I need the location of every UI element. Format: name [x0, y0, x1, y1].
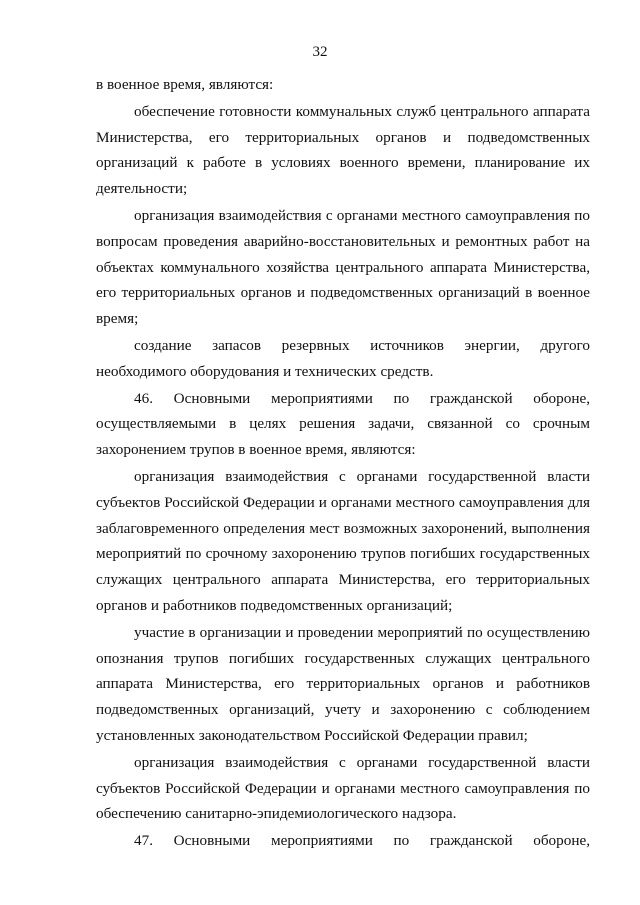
- paragraph-burial-sites-cooperation: организация взаимодействия с органами государственной власти субъектов Российской Федерации и органами местного самоуправления для заблаговременного определения мест возможных захоронений, выполнения мероприятий по срочному захоронению трупов погибших государственных служащих центрального аппарата Министерства, его территориальных органов и работников подведомственных организаций;: [96, 467, 590, 614]
- paragraph-utility-services-readiness: обеспечение готовности коммунальных служб центрального аппарата Министерства, его территориальных органов и подведомственных организаций к работе в условиях военного времени, планирование их деятельности;: [96, 102, 590, 198]
- paragraph-energy-reserves: создание запасов резервных источников энергии, другого необходимого оборудования и технических средств.: [96, 336, 590, 380]
- paragraph-sanitary-supervision: организация взаимодействия с органами государственной власти субъектов Российской Федерации и органами местного самоуправления по обеспечению санитарно-эпидемиологического надзора.: [96, 753, 590, 823]
- paragraph-continuation: в военное время, являются:: [96, 76, 274, 93]
- paragraph-self-government-cooperation: организация взаимодействия с органами местного самоуправления по вопросам проведения аварийно-восстановительных и ремонтных работ на объектах коммунального хозяйства центрального аппарата Министерства, его территориальных органов и подведомственных организаций в военное время;: [96, 206, 590, 328]
- paragraph-item-47: 47. Основными мероприятиями по гражданской обороне,: [134, 832, 590, 850]
- paragraph-identification-participation: участие в организации и проведении мероприятий по осуществлению опознания трупов погибших государственных служащих центрального аппарата Министерства, его территориальных органов и работников подведомственных организаций, учету и захоронению с соблюдением установленных законодательством Российской Федерации правил;: [96, 623, 590, 744]
- document-body: [96, 72, 590, 855]
- paragraph-item-46: 46. Основными мероприятиями по гражданской обороне, осуществляемыми в целях решения задачи, связанной со срочным захоронением трупов в военное время, являются:: [96, 389, 590, 459]
- page-number: 32: [312, 44, 328, 60]
